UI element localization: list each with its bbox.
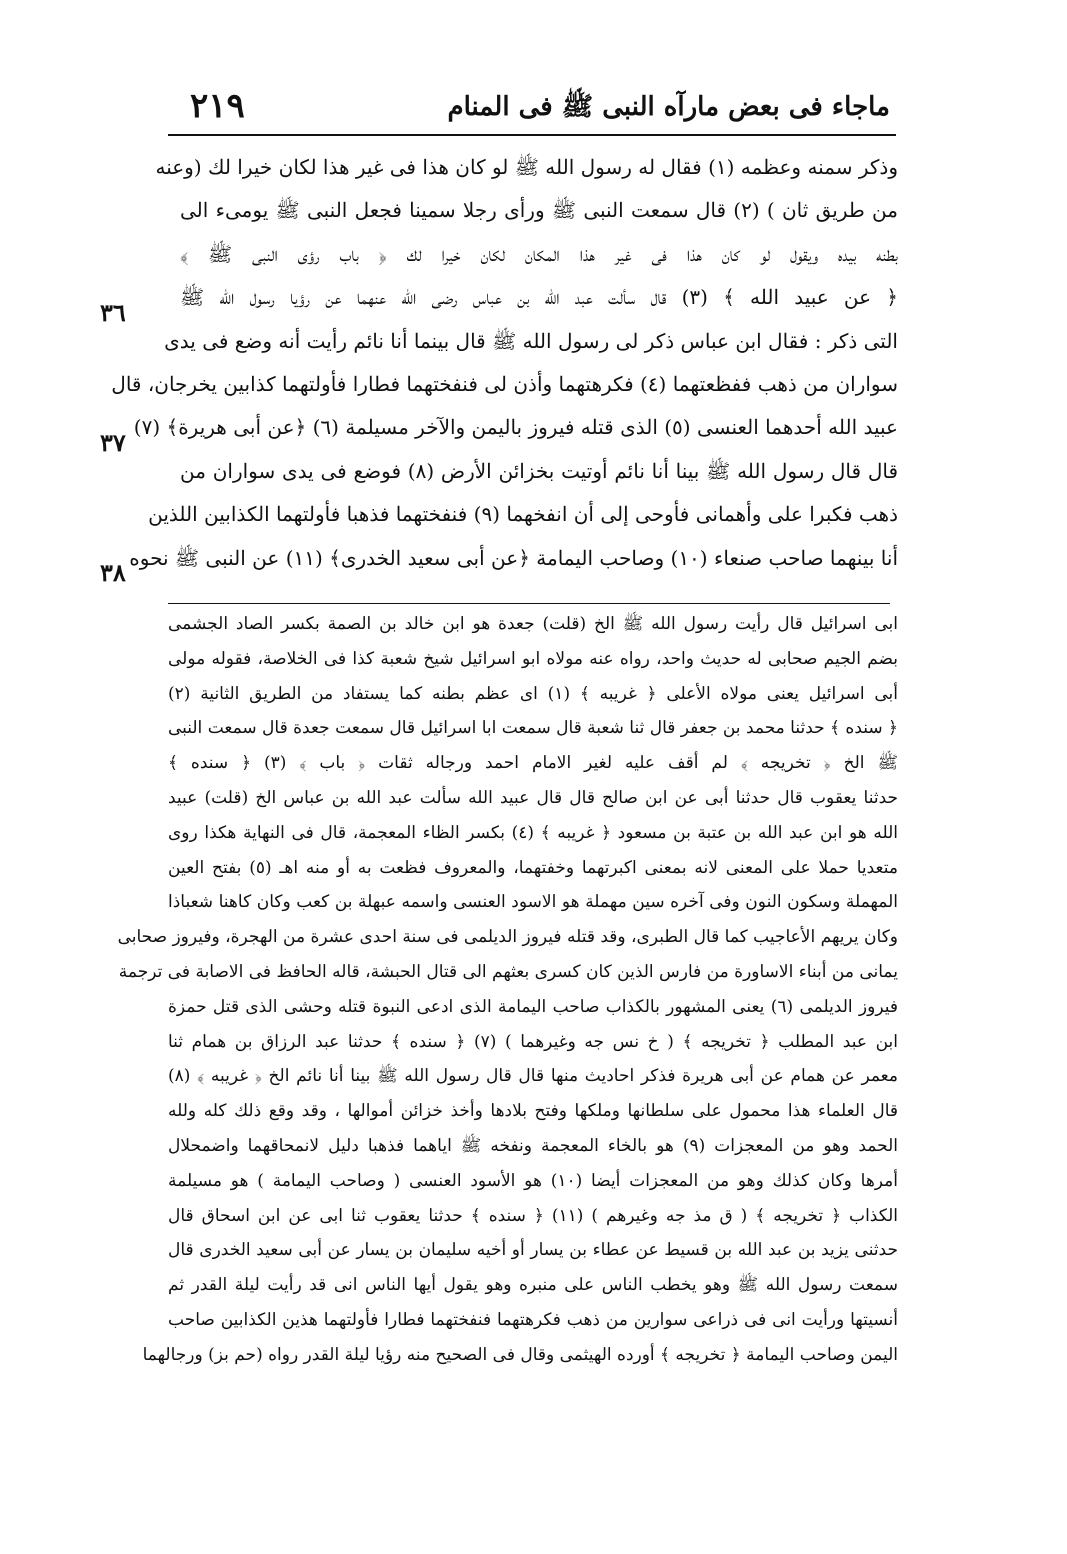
note-line: المهملة وسكون النون وفى آخره سين مهملة هو الاسود العنسى واسمه عبهلة بن كعب وكان كاهنا شعباذا <box>168 892 898 913</box>
page-number: ٢١٩ <box>190 86 245 126</box>
note-line: ابن عبد المطلب ﴿ تخريجه ﴾ ( خ نس جه وغيرهما ) (٧) ﴿ سنده ﴾ حدثنا عبد الرزاق بن همام ثنا <box>168 1031 898 1052</box>
main-text-line: من طريق ثان ) (٢) قال سمعت النبى ﷺ ورأى رجلا سمينا فجعل النبى ﷺ يومىء الى <box>180 198 898 223</box>
main-text-line: التى ذكر : فقال ابن عباس ذكر لى رسول الله ﷺ قال بينما أنا نائم رأيت أنه وضع فى يدى <box>164 328 898 353</box>
note-line: قال العلماء هذا محمول على سلطانها وملكها وفتح بلادها وأخذ خزائن أموالها ، وقد وقع ذلك كله ولله <box>168 1101 898 1122</box>
running-title: ماجاء فى بعض مارآه النبى ﷺ فى المنام <box>447 92 890 122</box>
note-line: ابى اسرائيل قال رأيت رسول الله ﷺ الخ (قلت) جعدة هو ابن خالد بن الصمة بكسر الصاد الجشمى <box>168 614 898 634</box>
page-header <box>150 84 890 132</box>
note-line: يمانى من أبناء الاساورة من فارس الذين كان كسرى بعثهم الى قتال الحبشة، قاله الحافظ فى الاصابة فى ترجمة <box>118 961 898 982</box>
note-line: حدثنا يعقوب قال حدثنا أبى عن ابن صالح قال قال عبيد الله سألت عبد الله بن عباس الخ (قلت) عبيد <box>168 787 898 808</box>
header-rule <box>168 134 896 136</box>
hadith-number: ٣٨ <box>100 558 126 587</box>
note-line: أمرها وكان كذلك وهو من المعجزات أيضا (١٠) هو الأسود العنسى ( وصاحب اليمامة ) هو مسيلمة <box>168 1170 898 1191</box>
main-text-line: ﴿ عن عبيد الله ﴾ (٣) قال سألت عبد الله بن عباس رضى الله عنهما عن رؤيا رسول الله ﷺ <box>180 285 898 310</box>
main-text-line: بطنه بيده ويقول لو كان هذا فى غير هذا المكان لكان خيرا لك ﴿ باب رؤى النبى ﷺ ﴾ <box>180 241 898 266</box>
note-line: الله هو ابن عبد الله بن عتبة بن مسعود ﴿ غريبه ﴾ (٤) بكسر الظاء المعجمة، قال فى النهاية هكذا روى <box>168 822 898 843</box>
note-line: متعديا حملا على المعنى لانه بمعنى اكبرتهما وخفتهما، والمعروف فظعت به أو منه اهـ (٥) بفتح العين <box>168 857 898 878</box>
hadith-number: ٣٧ <box>100 428 126 457</box>
note-line: أنسيتها ورأيت انى فى ذراعى سوارين من ذهب فكرهتهما فنفختهما فطارا فأولتهما هذين الكذابين صاحب <box>168 1309 898 1330</box>
main-text-line: وذكر سمنه وعظمه (١) فقال له رسول الله ﷺ لو كان هذا فى غير هذا لكان خيرا لك (وعنه <box>155 155 898 179</box>
note-line: حدثنى يزيد بن عبد الله بن قسيط عن عطاء بن يسار أو أخيه سليمان بن يسار عن أبى سعيد الخدرى قال <box>168 1240 898 1261</box>
main-text-line: قال قال رسول الله ﷺ بينا أنا نائم أوتيت بخزائن الأرض (٨) فوضع فى يدى سواران من <box>180 458 899 483</box>
main-text-line: عبيد الله أحدهما العنسى (٥) الذى قتله فيروز باليمن والآخر مسيلمة (٦) ﴿عن أبى هريرة﴾ (٧) <box>133 415 898 440</box>
note-line: ﴿ سنده ﴾ حدثنا محمد بن جعفر قال ثنا شعبة قال سمعت ابا اسرائيل قال سمعت جعدة قال سمعت النبى <box>167 718 898 739</box>
note-line: وكان يريهم الأعاجيب كما قال الطبرى، وقد قتله فيروز الديلمى فى سنة احدى عشرة من الهجرة، وفيروز صحابى <box>117 927 898 948</box>
footnote-separator <box>168 603 890 604</box>
commentary-notes <box>117 607 899 1373</box>
main-text-line: ذهب فكبرا على وأهمانى فأوحى إلى أن انفخهما (٩) فنفختهما فذهبا فأولتهما الكذابين اللذين <box>148 502 898 527</box>
note-line: ﷺ الخ ﴿ تخريجه ﴾ لم أقف عليه لغير الامام احمد ورجاله ثقات ﴿ باب ﴾ (٣) ﴿ سنده ﴾ <box>168 753 898 774</box>
note-line: اليمن وصاحب اليمامة ﴿ تخريجه ﴾ أورده الهيثمى وقال فى الصحيح منه رؤيا ليلة القدر رواه (حم بز) ورجالهما <box>142 1344 898 1365</box>
hadith-number: ٣٦ <box>100 298 126 327</box>
main-text-line: سواران من ذهب ففظعتهما (٤) فكرهتهما وأذن لى فنفختهما فطارا فأولتهما كذابين يخرجان، قال <box>111 371 898 396</box>
note-line: الكذاب ﴿ تخريجه ﴾ ( ق مذ جه وغيرهم ) (١١) ﴿ سنده ﴾ حدثنا يعقوب ثنا ابى عن ابن اسحاق قال <box>168 1205 899 1226</box>
note-line: الحمد وهو من المعجزات (٩) هو بالخاء المعجمة ونفخه ﷺ اياهما فذهبا دليل لانمحاقهما واضمحلال <box>168 1135 898 1156</box>
note-line: فيروز الديلمى (٦) يعنى المشهور بالكذاب صاحب اليمامة الذى ادعى النبوة قتله وحشى الذى قتل حمزة <box>168 996 898 1017</box>
note-line: أبى اسرائيل يعنى مولاه الأعلى ﴿ غريبه ﴾ (١) اى عظم بطنه كما يستفاد من الطريق الثانية (٢) <box>168 683 899 704</box>
main-text-line: أنا بينهما صاحب صنعاء (١٠) وصاحب اليمامة ﴿عن أبى سعيد الخدرى﴾ (١١) عن النبى ﷺ نحوه <box>129 545 898 570</box>
note-line: معمر عن همام عن أبى هريرة فذكر احاديث منها قال قال رسول الله ﷺ بينا أنا نائم الخ ﴿ غريبه ﴾ (٨) <box>168 1066 898 1087</box>
note-line: سمعت رسول الله ﷺ وهو يخطب الناس على منبره وهو يقول أيها الناس انى قد رأيت ليلة القدر ثم <box>168 1275 898 1296</box>
note-line: بضم الجيم صحابى له حديث واحد، رواه عنه مولاه ابو اسرائيل شيخ شعبة كذا فى الخلاصة، فقوله مولى <box>168 648 898 669</box>
